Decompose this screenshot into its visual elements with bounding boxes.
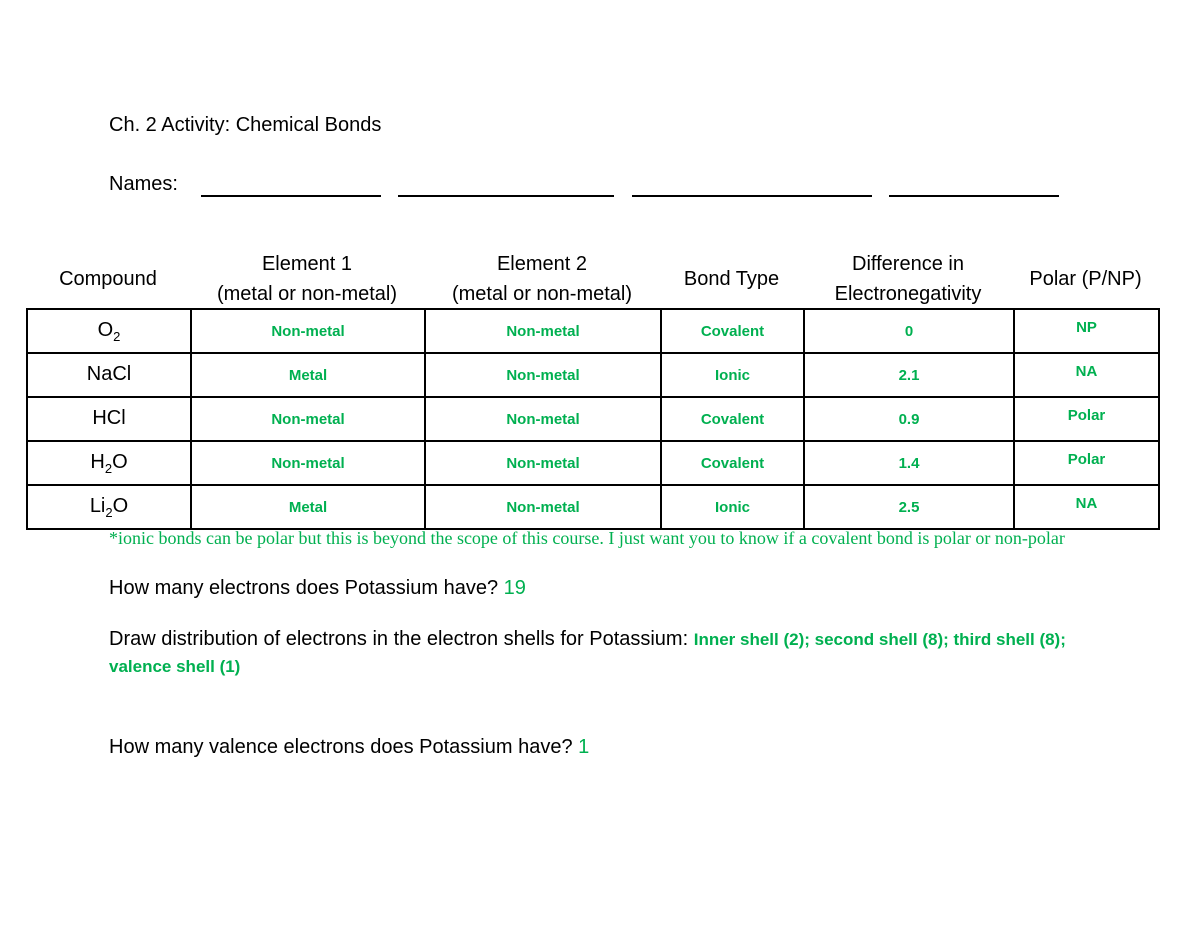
- answer-text[interactable]: 1: [578, 736, 590, 758]
- bonds-table: [26, 308, 1160, 530]
- polar-cell[interactable]: Polar: [1014, 441, 1159, 485]
- polar-cell[interactable]: NA: [1014, 485, 1159, 529]
- element1-cell[interactable]: Non-metal: [191, 309, 425, 353]
- element2-cell[interactable]: Non-metal: [425, 397, 661, 441]
- header-bond-type: Bond Type: [683, 268, 780, 290]
- answer-text[interactable]: 19: [503, 577, 526, 599]
- page-title: Ch. 2 Activity: Chemical Bonds: [109, 114, 382, 136]
- name-blank-4[interactable]: [889, 195, 1059, 197]
- header-compound: Compound: [59, 268, 157, 290]
- bond-type-cell[interactable]: Covalent: [661, 441, 804, 485]
- name-blank-2[interactable]: [398, 195, 614, 197]
- header-element-1: Element 1 (metal or non-metal): [216, 253, 398, 305]
- polar-cell[interactable]: Polar: [1014, 397, 1159, 441]
- element2-cell[interactable]: Non-metal: [425, 309, 661, 353]
- element2-cell[interactable]: Non-metal: [425, 353, 661, 397]
- difference-cell[interactable]: 0.9: [804, 397, 1014, 441]
- table-row: [27, 485, 1159, 529]
- element1-cell[interactable]: Non-metal: [191, 397, 425, 441]
- difference-cell[interactable]: 0: [804, 309, 1014, 353]
- bond-type-cell[interactable]: Covalent: [661, 397, 804, 441]
- difference-cell[interactable]: 1.4: [804, 441, 1014, 485]
- bond-type-cell[interactable]: Ionic: [661, 485, 804, 529]
- answer-text[interactable]: Inner shell (2); second shell (8); third shell (8); valence shell (1): [109, 630, 1066, 676]
- difference-cell[interactable]: 2.5: [804, 485, 1014, 529]
- difference-cell[interactable]: 2.1: [804, 353, 1014, 397]
- compound-cell: $H_2O$: [27, 441, 191, 485]
- name-blank-1[interactable]: [201, 195, 381, 197]
- question-electrons: [109, 575, 526, 602]
- compound-cell: $Li_2O$: [27, 485, 191, 529]
- question-valence: [109, 734, 589, 761]
- header-element-2: Element 2 (metal or non-metal): [451, 253, 633, 305]
- question-text: How many electrons does Potassium have?: [109, 577, 499, 599]
- header-polar: Polar (P/NP): [1029, 268, 1142, 290]
- element1-cell[interactable]: Non-metal: [191, 441, 425, 485]
- polar-cell[interactable]: NA: [1014, 353, 1159, 397]
- polar-cell[interactable]: NP: [1014, 309, 1159, 353]
- question-text: Draw distribution of electrons in the electron shells for Potassium:: [109, 628, 689, 650]
- ionic-polarity-note: *ionic bonds can be polar but this is beyond the scope of this course. I just want you to know if a covalent bond is polar or non-polar: [109, 528, 1065, 548]
- compound-cell: HCl: [27, 397, 191, 441]
- table-row: [27, 353, 1159, 397]
- header-difference: Difference in Electronegativity: [834, 253, 982, 305]
- element2-cell[interactable]: Non-metal: [425, 441, 661, 485]
- question-distribution: [109, 626, 1099, 680]
- names-label: Names:: [109, 173, 178, 195]
- bond-type-cell[interactable]: Covalent: [661, 309, 804, 353]
- question-text: How many valence electrons does Potassium have?: [109, 736, 573, 758]
- name-blank-3[interactable]: [632, 195, 872, 197]
- compound-cell: NaCl: [27, 353, 191, 397]
- bond-type-cell[interactable]: Ionic: [661, 353, 804, 397]
- table-row: [27, 397, 1159, 441]
- compound-cell: $O_2$: [27, 309, 191, 353]
- element1-cell[interactable]: Metal: [191, 485, 425, 529]
- table-row: [27, 441, 1159, 485]
- element2-cell[interactable]: Non-metal: [425, 485, 661, 529]
- element1-cell[interactable]: Metal: [191, 353, 425, 397]
- table-row: [27, 309, 1159, 353]
